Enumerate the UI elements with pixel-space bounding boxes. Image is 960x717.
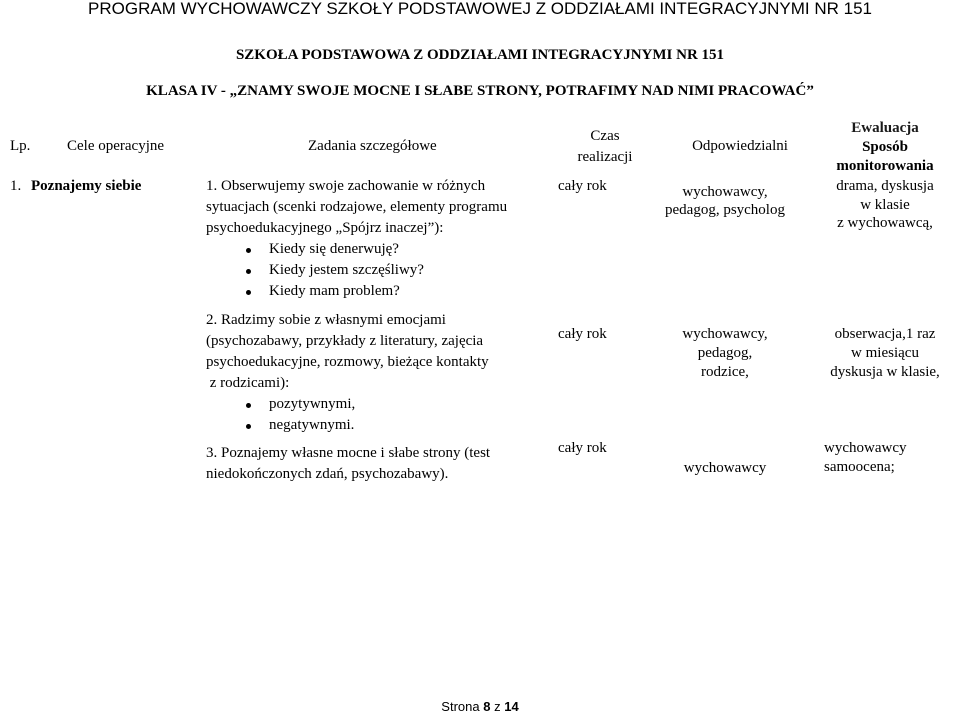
task1-czas: cały rok [558,178,607,194]
task2-odp: pedagog, [697,345,753,361]
school-title: SZKOŁA PODSTAWOWA Z ODDZIAŁAMI INTEGRACYJNYMI NR 151 [235,47,725,63]
task3-ew: wychowawcy [824,440,907,456]
task1-ew: z wychowawcą, [837,215,933,231]
task2-line: (psychozabawy, przykłady z literatury, zajęcia [206,333,484,349]
task2-line: z rodzicami): [206,375,290,391]
bullet-icon [246,403,251,408]
task3-czas: cały rok [558,440,607,456]
footer-page: 8 [483,699,491,714]
col-zadania: Zadania szczegółowe [308,138,437,154]
task2-ew: dyskusja w klasie, [830,364,940,380]
task2-ew: obserwacja,1 raz [834,326,936,342]
col-czas-line1: Czas [590,128,620,144]
col-odpowiedzialni: Odpowiedzialni [692,138,788,154]
footer-prefix: Strona [441,699,480,714]
task1-line: sytuacjach (scenki rodzajowe, elementy programu [206,199,508,215]
task3-ew: samoocena; [824,459,895,475]
task1-ew: w klasie [860,197,910,213]
task1-bullet: Kiedy mam problem? [269,283,400,299]
task3-line: 3. Poznajemy własne mocne i słabe strony (test [206,445,491,461]
bullet-icon [246,424,251,429]
col-monitorowania: monitorowania [836,158,934,174]
page-header: PROGRAM WYCHOWAWCZY SZKOŁY PODSTAWOWEJ Z ODDZIAŁAMI INTEGRACYJNYMI NR 151 [88,0,872,18]
bullet-icon [246,290,251,295]
task1-bullet: Kiedy jestem szczęśliwy? [269,262,424,278]
task1-ew: drama, dyskusja [836,178,934,194]
task3-line: niedokończonych zdań, psychozabawy). [206,466,449,482]
col-sposob: Sposób [862,139,908,155]
class-title: KLASA IV - „ZNAMY SWOJE MOCNE I SŁABE STRONY, POTRAFIMY NAD NIMI PRACOWAĆ” [146,83,814,99]
bullet-icon [246,269,251,274]
task1-odp: wychowawcy, [682,184,768,200]
bullet-icon [246,248,251,253]
col-cele: Cele operacyjne [67,138,165,154]
task2-bullet: pozytywnymi, [269,396,356,412]
task2-bullet: negatywnymi. [269,417,355,433]
page-footer [0,699,960,714]
task2-ew: w miesiącu [851,345,919,361]
col-lp: Lp. [10,138,31,154]
footer-total: 14 [504,699,519,714]
task2-line: 2. Radzimy sobie z własnymi emocjami [206,312,446,328]
task1-bullet: Kiedy się denerwuję? [269,241,399,257]
section-title: Poznajemy siebie [31,178,142,194]
task2-odp: wychowawcy, [682,326,768,342]
task2-odp: rodzice, [701,364,749,380]
footer-sep: z [494,699,501,714]
task2-czas: cały rok [558,326,607,342]
col-czas-line2: realizacji [577,149,633,165]
task1-odp: pedagog, psycholog [665,202,785,218]
col-ewaluacja: Ewaluacja [851,120,919,136]
section-number: 1. [10,178,22,194]
task3-odp: wychowawcy [683,460,767,476]
task2-line: psychoedukacyjne, rozmowy, bieżące kontakty [206,354,489,370]
task1-line: 1. Obserwujemy swoje zachowanie w różnych [206,178,486,194]
task1-line: psychoedukacyjnego „Spójrz inaczej”): [206,220,444,236]
